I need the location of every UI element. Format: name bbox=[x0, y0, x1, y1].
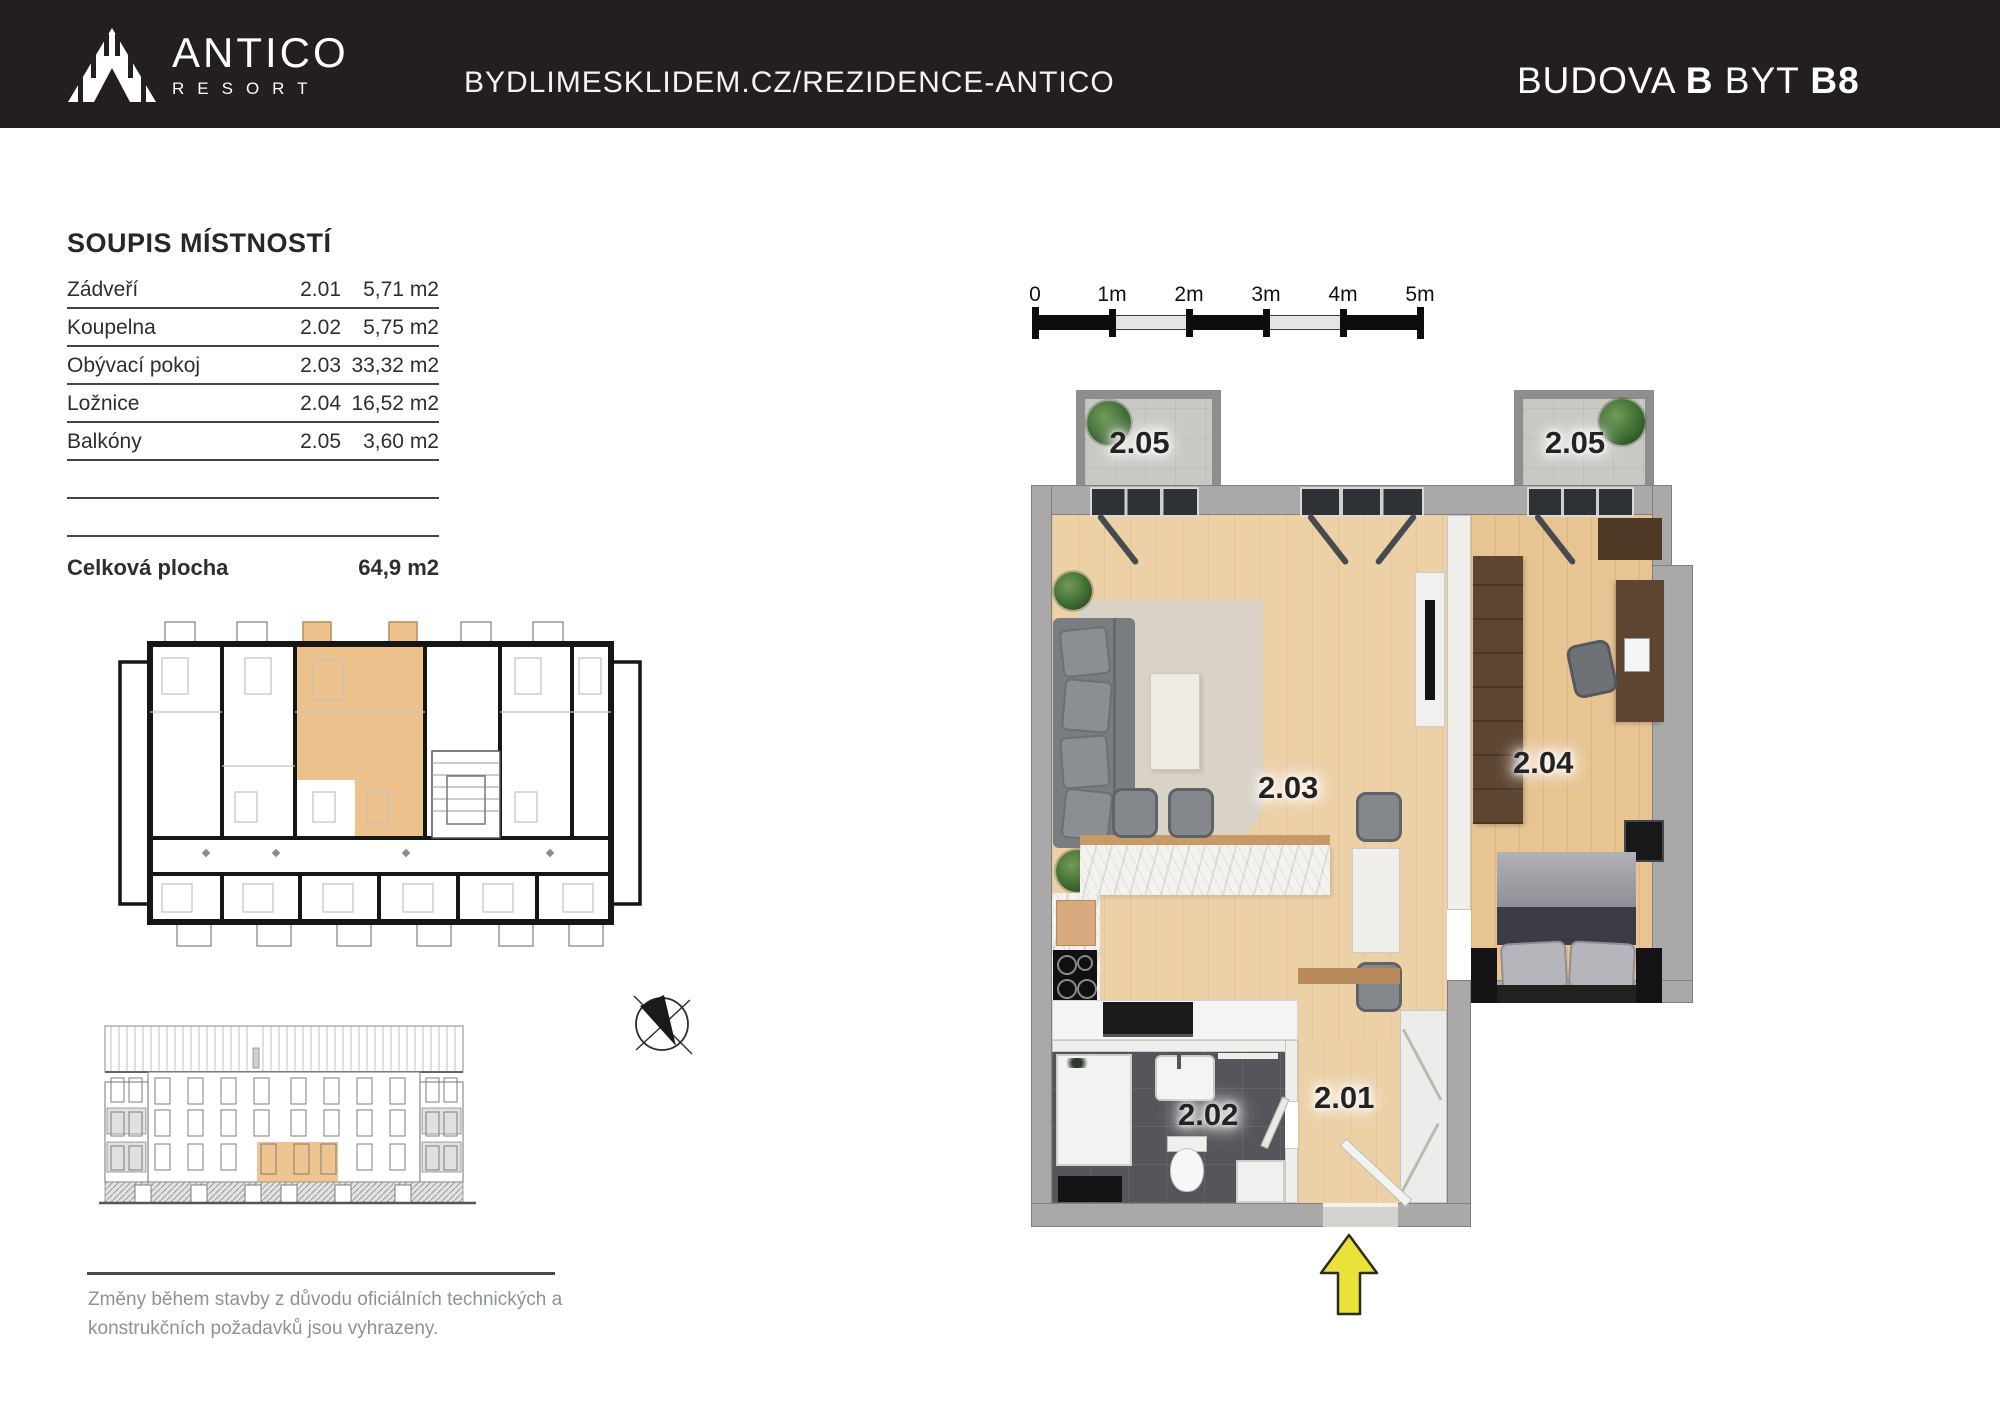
scale-label: 2m bbox=[1174, 283, 1204, 306]
scale-label: 4m bbox=[1328, 283, 1358, 306]
room-name: Koupelna bbox=[67, 316, 156, 339]
bath-mat bbox=[1058, 1176, 1122, 1202]
room-label-bathroom: 2.02 bbox=[1178, 1097, 1239, 1132]
entrance-arrow-icon bbox=[1318, 1233, 1380, 1322]
room-label-balcony-left: 2.05 bbox=[1109, 425, 1170, 460]
table-empty-row bbox=[67, 499, 439, 537]
disclaimer-line2: konstrukčních požadavků jsou vyhrazeny. bbox=[88, 1317, 439, 1339]
table-empty-row bbox=[67, 461, 439, 499]
title-unit-code: B8 bbox=[1810, 60, 1860, 101]
brand-subtitle: RESORT bbox=[172, 79, 321, 98]
room-list bbox=[67, 228, 439, 581]
cooktop bbox=[1053, 950, 1097, 1006]
cutting-board bbox=[1056, 900, 1096, 946]
building-overview-plan bbox=[117, 616, 643, 959]
scale-label: 1m bbox=[1097, 283, 1127, 306]
sink bbox=[1155, 1055, 1215, 1101]
room-label-living: 2.03 bbox=[1258, 770, 1319, 805]
room-area: 3,60 m2 bbox=[363, 430, 439, 453]
room-name: Obývací pokoj bbox=[67, 354, 201, 377]
wardrobe bbox=[1473, 556, 1523, 824]
table-row bbox=[67, 347, 439, 385]
scale-label: 5m bbox=[1405, 283, 1435, 306]
shelf bbox=[1598, 518, 1662, 560]
nightstand bbox=[1471, 948, 1497, 1003]
living-window bbox=[1300, 487, 1424, 517]
project-url: BYDLIMESKLIDEM.CZ/REZIDENCE-ANTICO bbox=[464, 66, 1115, 99]
page-title bbox=[1517, 60, 1860, 102]
total-label: Celková plocha bbox=[67, 555, 229, 580]
brand-logo bbox=[66, 22, 349, 107]
wall-entry-right bbox=[1447, 980, 1471, 1227]
total-value: 64,9 m2 bbox=[358, 555, 439, 580]
stool bbox=[1356, 792, 1402, 842]
room-code: 2.01 bbox=[300, 278, 341, 301]
toilet bbox=[1170, 1148, 1204, 1192]
title-budova: BUDOVA bbox=[1517, 60, 1675, 101]
coffee-table bbox=[1150, 673, 1200, 770]
oven bbox=[1103, 1002, 1193, 1037]
balcony-door-right-window bbox=[1527, 487, 1634, 517]
entrance-threshold bbox=[1323, 1203, 1398, 1207]
plant-icon bbox=[1054, 572, 1092, 610]
title-byt: BYT bbox=[1724, 60, 1800, 101]
room-area: 16,52 m2 bbox=[351, 392, 439, 415]
disclaimer-divider bbox=[87, 1272, 555, 1275]
nightstand bbox=[1636, 948, 1662, 1003]
wall-living-bedroom bbox=[1447, 515, 1471, 910]
wall-bathroom-right-upper bbox=[1285, 1040, 1298, 1102]
room-label-entry: 2.01 bbox=[1314, 1080, 1375, 1115]
room-area: 33,32 m2 bbox=[351, 354, 439, 377]
room-label-bedroom: 2.04 bbox=[1513, 745, 1574, 780]
side-table bbox=[1352, 848, 1400, 953]
room-area: 5,75 m2 bbox=[363, 316, 439, 339]
room-name: Balkóny bbox=[67, 430, 142, 453]
table-row bbox=[67, 309, 439, 347]
tv-icon bbox=[1425, 600, 1435, 700]
table-row bbox=[67, 271, 439, 309]
room-name: Ložnice bbox=[67, 392, 140, 415]
wall-left bbox=[1031, 485, 1052, 1227]
room-code: 2.04 bbox=[300, 392, 341, 415]
wall-bathroom-right-lower bbox=[1285, 1148, 1298, 1203]
room-name: Zádveří bbox=[67, 278, 139, 301]
total-area-row bbox=[67, 537, 439, 581]
brand-name: ANTICO bbox=[172, 29, 349, 76]
room-code: 2.03 bbox=[300, 354, 341, 377]
scale-bar bbox=[1029, 283, 1435, 345]
building-elevation bbox=[95, 1020, 480, 1217]
room-label-balcony-right: 2.05 bbox=[1544, 425, 1606, 460]
table-row bbox=[67, 423, 439, 461]
disclaimer-text bbox=[88, 1286, 568, 1343]
entry-bench bbox=[1298, 968, 1400, 984]
bed bbox=[1497, 852, 1636, 1003]
desk bbox=[1616, 580, 1664, 722]
bath-cabinet bbox=[1236, 1160, 1285, 1203]
disclaimer-line1: Změny během stavby z důvodu oficiálních technických a bbox=[88, 1289, 563, 1310]
shower bbox=[1056, 1054, 1132, 1166]
bar-stool bbox=[1168, 788, 1214, 838]
bar-stool bbox=[1112, 788, 1158, 838]
header-bar bbox=[0, 0, 2000, 128]
room-list-title: SOUPIS MÍSTNOSTÍ bbox=[67, 228, 332, 258]
room-area: 5,71 m2 bbox=[363, 278, 439, 301]
compass-icon bbox=[628, 986, 704, 1067]
towel-bar bbox=[1218, 1053, 1278, 1059]
room-code: 2.02 bbox=[300, 316, 341, 339]
scale-label: 0 bbox=[1029, 283, 1041, 306]
title-building-letter: B bbox=[1685, 60, 1714, 101]
bar-counter bbox=[1080, 845, 1330, 895]
balcony-door-left-window bbox=[1090, 487, 1199, 517]
scale-label: 3m bbox=[1251, 283, 1281, 306]
room-code: 2.05 bbox=[300, 430, 341, 453]
wall-bathroom-top bbox=[1052, 1040, 1298, 1052]
antico-building-icon bbox=[66, 22, 158, 107]
table-row bbox=[67, 385, 439, 423]
